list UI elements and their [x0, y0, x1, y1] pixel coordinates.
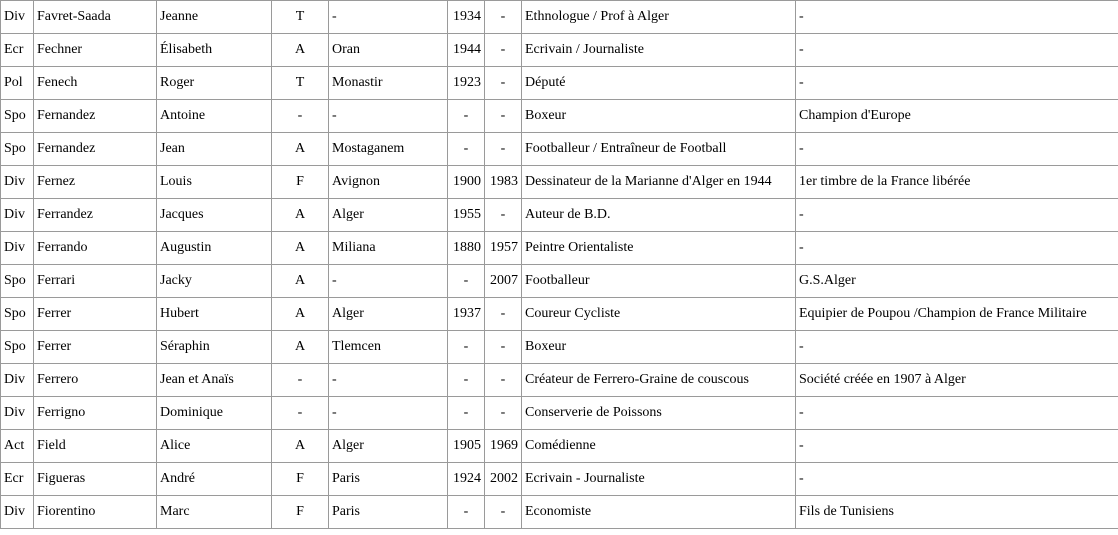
birthplace-cell: Alger	[329, 298, 448, 331]
last-name-cell: Favret-Saada	[34, 1, 157, 34]
first-name-cell: Dominique	[157, 397, 272, 430]
death-year-cell: -	[485, 397, 522, 430]
occupation-cell: Dessinateur de la Marianne d'Alger en 1944	[522, 166, 796, 199]
table-row	[1, 133, 1118, 166]
death-year-cell: 1983	[485, 166, 522, 199]
table-row	[1, 100, 1118, 133]
origin-code-cell: T	[272, 1, 329, 34]
birthplace-cell: -	[329, 265, 448, 298]
origin-code-cell: A	[272, 34, 329, 67]
note-cell: -	[796, 397, 1118, 430]
note-cell: Fils de Tunisiens	[796, 496, 1118, 529]
table-row	[1, 298, 1118, 331]
birth-year-cell: 1880	[448, 232, 485, 265]
category-cell: Spo	[1, 100, 34, 133]
birthplace-cell: Mostaganem	[329, 133, 448, 166]
note-cell: Société créée en 1907 à Alger	[796, 364, 1118, 397]
last-name-cell: Fernandez	[34, 100, 157, 133]
first-name-cell: Jacques	[157, 199, 272, 232]
last-name-cell: Ferrer	[34, 331, 157, 364]
birth-year-cell: 1905	[448, 430, 485, 463]
birth-year-cell: 1934	[448, 1, 485, 34]
category-cell: Div	[1, 232, 34, 265]
first-name-cell: Jean et Anaïs	[157, 364, 272, 397]
birth-year-cell: -	[448, 100, 485, 133]
table-row	[1, 364, 1118, 397]
origin-code-cell: F	[272, 166, 329, 199]
last-name-cell: Field	[34, 430, 157, 463]
death-year-cell: -	[485, 1, 522, 34]
category-cell: Spo	[1, 331, 34, 364]
table-row	[1, 496, 1118, 529]
table-row	[1, 166, 1118, 199]
birthplace-cell: Monastir	[329, 67, 448, 100]
occupation-cell: Député	[522, 67, 796, 100]
note-cell: Equipier de Poupou /Champion de France Militaire	[796, 298, 1118, 331]
note-cell: -	[796, 430, 1118, 463]
death-year-cell: 2002	[485, 463, 522, 496]
birthplace-cell: -	[329, 100, 448, 133]
category-cell: Act	[1, 430, 34, 463]
category-cell: Ecr	[1, 34, 34, 67]
note-cell: Champion d'Europe	[796, 100, 1118, 133]
category-cell: Div	[1, 1, 34, 34]
origin-code-cell: A	[272, 232, 329, 265]
birth-year-cell: -	[448, 364, 485, 397]
occupation-cell: Economiste	[522, 496, 796, 529]
occupation-cell: Peintre Orientaliste	[522, 232, 796, 265]
category-cell: Spo	[1, 298, 34, 331]
category-cell: Div	[1, 496, 34, 529]
first-name-cell: Louis	[157, 166, 272, 199]
last-name-cell: Ferrari	[34, 265, 157, 298]
first-name-cell: Hubert	[157, 298, 272, 331]
death-year-cell: 1957	[485, 232, 522, 265]
note-cell: 1er timbre de la France libérée	[796, 166, 1118, 199]
note-cell: -	[796, 1, 1118, 34]
table-row	[1, 67, 1118, 100]
first-name-cell: Jean	[157, 133, 272, 166]
last-name-cell: Fechner	[34, 34, 157, 67]
death-year-cell: -	[485, 100, 522, 133]
birth-year-cell: -	[448, 331, 485, 364]
origin-code-cell: -	[272, 364, 329, 397]
note-cell: -	[796, 133, 1118, 166]
table-row	[1, 463, 1118, 496]
birthplace-cell: Paris	[329, 463, 448, 496]
death-year-cell: -	[485, 133, 522, 166]
occupation-cell: Footballeur	[522, 265, 796, 298]
occupation-cell: Comédienne	[522, 430, 796, 463]
birthplace-cell: Alger	[329, 430, 448, 463]
birth-year-cell: 1955	[448, 199, 485, 232]
occupation-cell: Ethnologue / Prof à Alger	[522, 1, 796, 34]
origin-code-cell: A	[272, 199, 329, 232]
table-row	[1, 265, 1118, 298]
birth-year-cell: -	[448, 496, 485, 529]
note-cell: -	[796, 199, 1118, 232]
birthplace-cell: Paris	[329, 496, 448, 529]
table-row	[1, 34, 1118, 67]
table-row	[1, 1, 1118, 34]
origin-code-cell: A	[272, 265, 329, 298]
origin-code-cell: F	[272, 463, 329, 496]
last-name-cell: Fernez	[34, 166, 157, 199]
origin-code-cell: T	[272, 67, 329, 100]
birthplace-cell: Avignon	[329, 166, 448, 199]
note-cell: -	[796, 331, 1118, 364]
table-row	[1, 397, 1118, 430]
last-name-cell: Fenech	[34, 67, 157, 100]
birthplace-cell: Miliana	[329, 232, 448, 265]
note-cell: -	[796, 232, 1118, 265]
last-name-cell: Ferrer	[34, 298, 157, 331]
note-cell: G.S.Alger	[796, 265, 1118, 298]
category-cell: Div	[1, 397, 34, 430]
death-year-cell: -	[485, 331, 522, 364]
first-name-cell: Augustin	[157, 232, 272, 265]
birth-year-cell: -	[448, 265, 485, 298]
category-cell: Div	[1, 199, 34, 232]
birthplace-cell: -	[329, 1, 448, 34]
occupation-cell: Conserverie de Poissons	[522, 397, 796, 430]
last-name-cell: Ferrero	[34, 364, 157, 397]
birth-year-cell: 1937	[448, 298, 485, 331]
occupation-cell: Créateur de Ferrero-Graine de couscous	[522, 364, 796, 397]
death-year-cell: -	[485, 496, 522, 529]
origin-code-cell: F	[272, 496, 329, 529]
first-name-cell: André	[157, 463, 272, 496]
table-row	[1, 430, 1118, 463]
origin-code-cell: -	[272, 397, 329, 430]
last-name-cell: Ferrando	[34, 232, 157, 265]
occupation-cell: Ecrivain - Journaliste	[522, 463, 796, 496]
death-year-cell: 1969	[485, 430, 522, 463]
category-cell: Ecr	[1, 463, 34, 496]
last-name-cell: Ferrigno	[34, 397, 157, 430]
first-name-cell: Alice	[157, 430, 272, 463]
table-body	[1, 1, 1118, 529]
birth-year-cell: 1923	[448, 67, 485, 100]
occupation-cell: Boxeur	[522, 331, 796, 364]
last-name-cell: Fernandez	[34, 133, 157, 166]
origin-code-cell: A	[272, 430, 329, 463]
table-row	[1, 331, 1118, 364]
birth-year-cell: 1900	[448, 166, 485, 199]
note-cell: -	[796, 463, 1118, 496]
table-row	[1, 232, 1118, 265]
note-cell: -	[796, 67, 1118, 100]
death-year-cell: -	[485, 34, 522, 67]
note-cell: -	[796, 34, 1118, 67]
birthplace-cell: Tlemcen	[329, 331, 448, 364]
first-name-cell: Antoine	[157, 100, 272, 133]
death-year-cell: -	[485, 67, 522, 100]
category-cell: Div	[1, 166, 34, 199]
occupation-cell: Coureur Cycliste	[522, 298, 796, 331]
birth-year-cell: 1944	[448, 34, 485, 67]
birthplace-cell: Oran	[329, 34, 448, 67]
occupation-cell: Auteur de B.D.	[522, 199, 796, 232]
birthplace-cell: Alger	[329, 199, 448, 232]
last-name-cell: Ferrandez	[34, 199, 157, 232]
birth-year-cell: -	[448, 133, 485, 166]
first-name-cell: Jeanne	[157, 1, 272, 34]
first-name-cell: Séraphin	[157, 331, 272, 364]
occupation-cell: Footballeur / Entraîneur de Football	[522, 133, 796, 166]
birth-year-cell: 1924	[448, 463, 485, 496]
first-name-cell: Élisabeth	[157, 34, 272, 67]
origin-code-cell: A	[272, 133, 329, 166]
death-year-cell: 2007	[485, 265, 522, 298]
birth-year-cell: -	[448, 397, 485, 430]
first-name-cell: Roger	[157, 67, 272, 100]
origin-code-cell: A	[272, 298, 329, 331]
category-cell: Spo	[1, 133, 34, 166]
table-row	[1, 199, 1118, 232]
birthplace-cell: -	[329, 397, 448, 430]
birthplace-cell: -	[329, 364, 448, 397]
death-year-cell: -	[485, 199, 522, 232]
first-name-cell: Marc	[157, 496, 272, 529]
death-year-cell: -	[485, 298, 522, 331]
occupation-cell: Ecrivain / Journaliste	[522, 34, 796, 67]
origin-code-cell: A	[272, 331, 329, 364]
occupation-cell: Boxeur	[522, 100, 796, 133]
first-name-cell: Jacky	[157, 265, 272, 298]
origin-code-cell: -	[272, 100, 329, 133]
death-year-cell: -	[485, 364, 522, 397]
category-cell: Div	[1, 364, 34, 397]
last-name-cell: Figueras	[34, 463, 157, 496]
category-cell: Spo	[1, 265, 34, 298]
category-cell: Pol	[1, 67, 34, 100]
last-name-cell: Fiorentino	[34, 496, 157, 529]
